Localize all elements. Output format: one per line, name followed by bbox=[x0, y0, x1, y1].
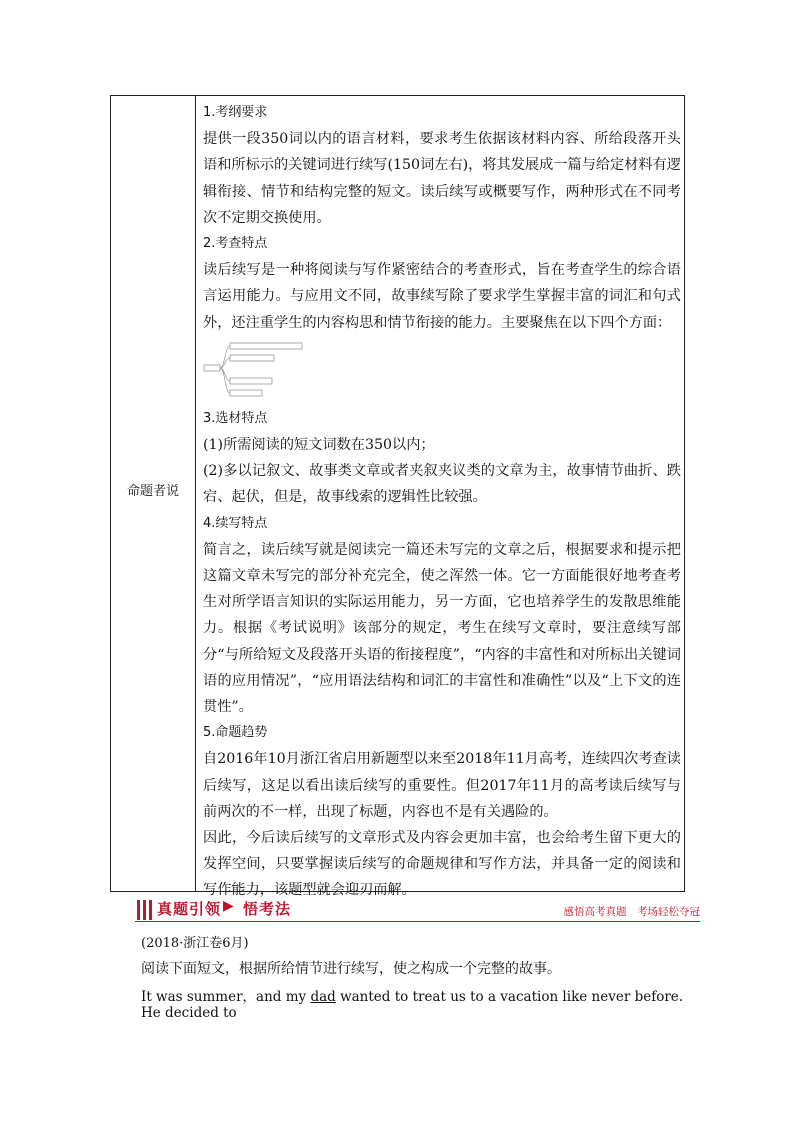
section-heading-features: 2.考查特点 bbox=[203, 236, 268, 252]
arrow-icon: ▶ bbox=[223, 898, 234, 914]
section-text-features: 读后续写是一种将阅读与写作紧密结合的考查形式，旨在考查学生的综合语言运用能力。与应用文不同，故事续写除了要求学生掌握丰富的词汇和句式外，还注重学生的内容构思和情节衔接的能力。主要聚焦在以下四个方面： bbox=[203, 262, 681, 331]
section-text-trend-2: 因此，今后读后续写的文章形式及内容会更加丰富，也会给考生留下更大的发挥空间，只要掌握读后续写的命题规律和写作方法，并具备一定的阅读和写作能力，该题型就会迎刃而解。 bbox=[203, 830, 681, 899]
banner-bar bbox=[149, 900, 152, 920]
banner-bar bbox=[143, 900, 146, 920]
passage-text-end: wanted to treat us to a vacation like never before. He decided to bbox=[141, 989, 684, 1021]
banner-bar bbox=[137, 900, 140, 920]
row-label: 命题者说 bbox=[126, 484, 179, 499]
passage-underlined-word: dad bbox=[310, 989, 336, 1005]
section-heading-syllabus: 1.考纲要求 bbox=[203, 105, 268, 120]
question-source: (2018·浙江卷6月) bbox=[141, 936, 249, 951]
section-text-trend-1: 自2016年10月浙江省启用新题型以来至2018年11月高考，连续四次考查读后续写，这足以看出读后续写的重要性。但2017年11月的高考读后续写与前两次的不一样，出现了标题，内容也不是有关遇险的。 bbox=[203, 751, 681, 820]
section-heading-continuation: 4.续写特点 bbox=[203, 515, 268, 531]
mind-map-diagram bbox=[203, 339, 303, 403]
exam-guide-table bbox=[110, 95, 685, 899]
banner-title-right: 悟考法 bbox=[243, 900, 292, 918]
material-item-2: (2)多以记叙文、故事类文章或者夹叙夹议类的文章为主，故事情节曲折、跌宕、起伏，但是，故事线索的逻辑性比较强。 bbox=[203, 463, 681, 506]
section-text-syllabus: 提供一段350词以内的语言材料，要求考生依据该材料内容、所给段落开头语和所标示的关键词进行续写(150词左右)，将其发展成一篇与给定材料有逻辑衔接、情节和结构完整的短文。读后续写或概要写作，两种形式在不同考次不定期交换使用。 bbox=[203, 131, 681, 226]
section-heading-trend: 5.命题趋势 bbox=[203, 725, 268, 741]
banner-slogan: 感悟高考真题 考场轻松夺冠 bbox=[563, 906, 700, 918]
banner-underline bbox=[135, 921, 700, 922]
banner-title-left: 真题引领 bbox=[157, 900, 222, 918]
column-divider bbox=[195, 96, 196, 891]
section-heading-material: 3.选材特点 bbox=[203, 410, 268, 426]
english-passage-line bbox=[141, 985, 686, 1021]
section-text-continuation: 简言之，读后续写就是阅读完一篇还未写完的文章之后，根据要求和提示把这篇文章未写完的部分补充完全，使之浑然一体。它一方面能很好地考查考生对所学语言知识的实际运用能力，另一方面，它也培养学生的发散思维能力。根据《考试说明》该部分的规定，考生在续写文章时，要注意续写部分“与所给短文及段落开头语的衔接程度”，“内容的丰富性和对所标出关键词语的应用情况”，“应用语法结构和词汇的丰富性和准确性”以及“上下文的连贯性”。 bbox=[203, 541, 681, 716]
passage-text-start: It was summer，and my bbox=[141, 989, 311, 1005]
table-content bbox=[203, 100, 681, 904]
section-banner bbox=[135, 898, 700, 922]
material-item-1: (1)所需阅读的短文词数在350以内； bbox=[203, 437, 435, 454]
question-instruction: 阅读下面短文，根据所给情节进行续写，使之构成一个完整的故事。 bbox=[141, 961, 561, 977]
